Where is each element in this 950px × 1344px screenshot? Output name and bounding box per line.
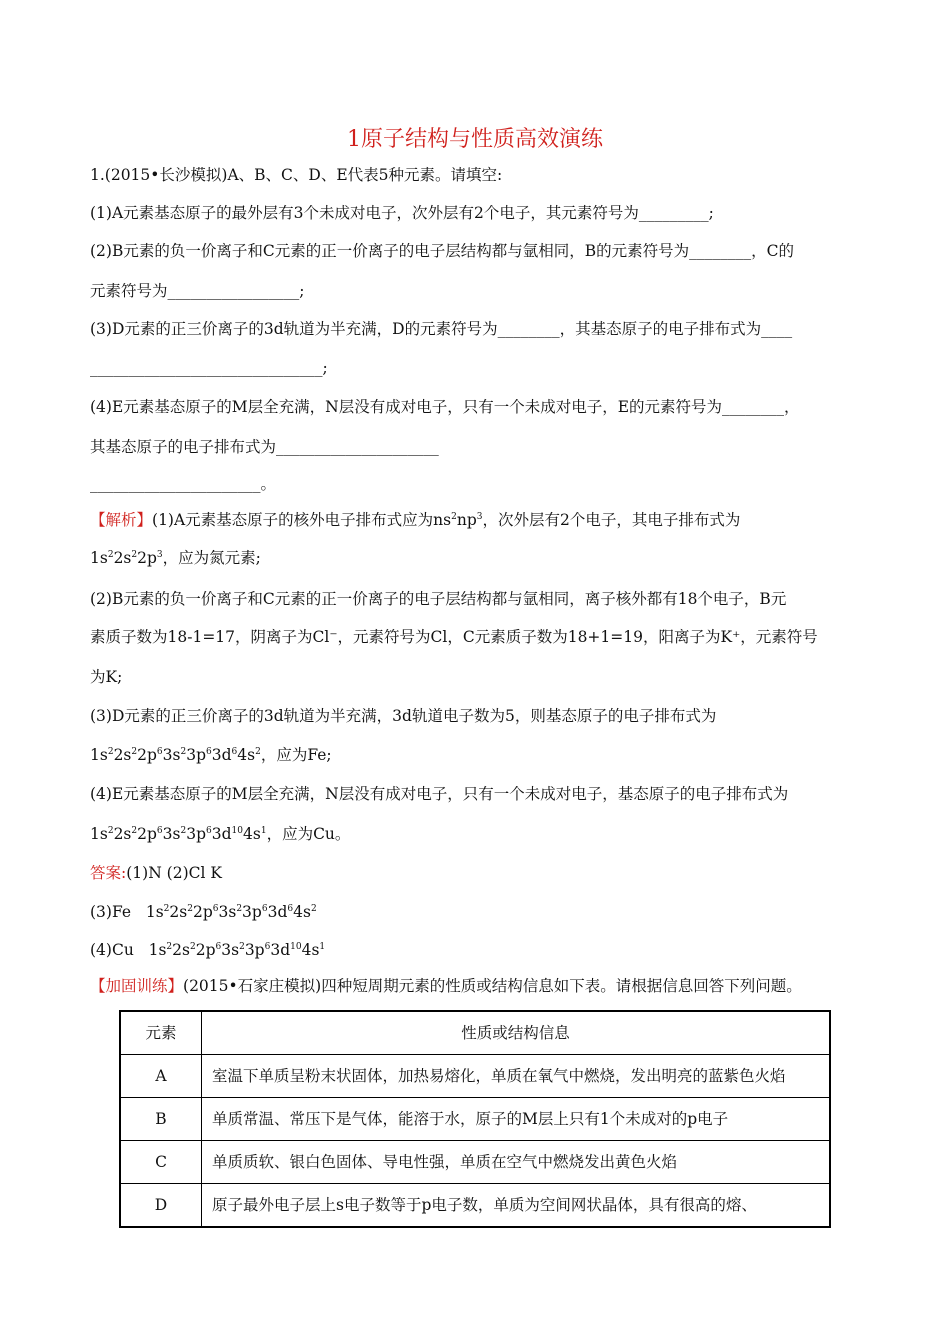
table-cell-element: D: [120, 1184, 202, 1228]
analysis-line-4: 素质子数为18-1=17，阴离子为Cl⁻，元素符号为Cl，C元素质子数为18+1=19，阳离子为K⁺，元素符号: [90, 628, 818, 646]
table-row: [120, 1098, 830, 1141]
analysis-line-7: $1s^22s^22p^63s^23p^63d^64s^2$，应为Fe;: [90, 746, 332, 764]
table-header-element: 元素: [120, 1011, 202, 1055]
analysis-line-9: $1s^22s^22p^63s^23p^63d^{10}4s^1$，应为Cu。: [90, 825, 351, 843]
analysis-line-5: 为K;: [90, 668, 123, 686]
question-part-4a: (4)E元素基态原子的M层全充满，N层没有成对电子，只有一个未成对电子，E的元素符号为________，: [90, 398, 800, 416]
table-cell-element: A: [120, 1055, 202, 1098]
table-header-row: [120, 1011, 830, 1055]
table-header-info: 性质或结构信息: [202, 1011, 831, 1055]
table-cell-info: 单质常温、常压下是气体，能溶于水，原子的M层上只有1个未成对的p电子: [202, 1098, 831, 1141]
question-part-1: (1)A元素基态原子的最外层有3个未成对电子，次外层有2个电子，其元素符号为_________;: [90, 204, 714, 222]
page-title: 1原子结构与性质高效演练: [347, 127, 603, 152]
element-info-table: [119, 1010, 831, 1228]
table-cell-element: C: [120, 1141, 202, 1184]
answer-label: 答案:: [90, 864, 127, 882]
question-part-4b: 其基态原子的电子排布式为_____________________: [90, 438, 439, 456]
table-cell-element: B: [120, 1098, 202, 1141]
answer-line-2: (3)Fe $1s^22s^22p^63s^23p^63d^64s^2$: [90, 903, 317, 921]
table-cell-info: 室温下单质呈粉末状固体，加热易熔化，单质在氧气中燃烧，发出明亮的蓝紫色火焰: [202, 1055, 831, 1098]
table-cell-info: 原子最外电子层上s电子数等于p电子数，单质为空间网状晶体，具有很高的熔、: [202, 1184, 831, 1228]
answer-line-1: 答案:(1)N (2)Cl K: [90, 864, 222, 882]
table-cell-info: 单质质软、银白色固体、导电性强，单质在空气中燃烧发出黄色火焰: [202, 1141, 831, 1184]
extra-label: 【加固训练】: [90, 977, 184, 995]
question-part-2a: (2)B元素的负一价离子和C元素的正一价离子的电子层结构都与氩相同，B的元素符号为________，C的: [90, 242, 794, 260]
table-row: [120, 1184, 830, 1228]
analysis-line-3: (2)B元素的负一价离子和C元素的正一价离子的电子层结构都与氩相同，离子核外都有18个电子，B元: [90, 590, 787, 608]
extra-training-line: 【加固训练】(2015•石家庄模拟)四种短周期元素的性质或结构信息如下表。请根据信息回答下列问题。: [90, 977, 802, 995]
table-row: [120, 1055, 830, 1098]
analysis-label: 【解析】: [90, 511, 153, 529]
answer-line-3: (4)Cu $1s^22s^22p^63s^23p^63d^{10}4s^1$: [90, 941, 326, 959]
question-part-3b: ______________________________;: [90, 359, 328, 377]
analysis-line-8: (4)E元素基态原子的M层全充满，N层没有成对电子，只有一个未成对电子，基态原子的电子排布式为: [90, 785, 789, 803]
analysis-line-1: 【解析】(1)A元素基态原子的核外电子排布式应为$ns^2np^3$，次外层有2个电子，其电子排布式为: [90, 511, 741, 529]
question-part-4c: ______________________。: [90, 475, 277, 493]
question-intro: 1.(2015•长沙模拟)A、B、C、D、E代表5种元素。请填空:: [90, 166, 503, 184]
analysis-line-6: (3)D元素的正三价离子的3d轨道为半充满，3d轨道电子数为5，则基态原子的电子排布式为: [90, 707, 717, 725]
table-row: [120, 1141, 830, 1184]
analysis-line-2: $1s^22s^22p^3$，应为氮元素;: [90, 549, 261, 567]
question-part-2b: 元素符号为_________________;: [90, 282, 305, 300]
question-part-3a: (3)D元素的正三价离子的3d轨道为半充满，D的元素符号为________，其基态原子的电子排布式为____: [90, 320, 793, 338]
